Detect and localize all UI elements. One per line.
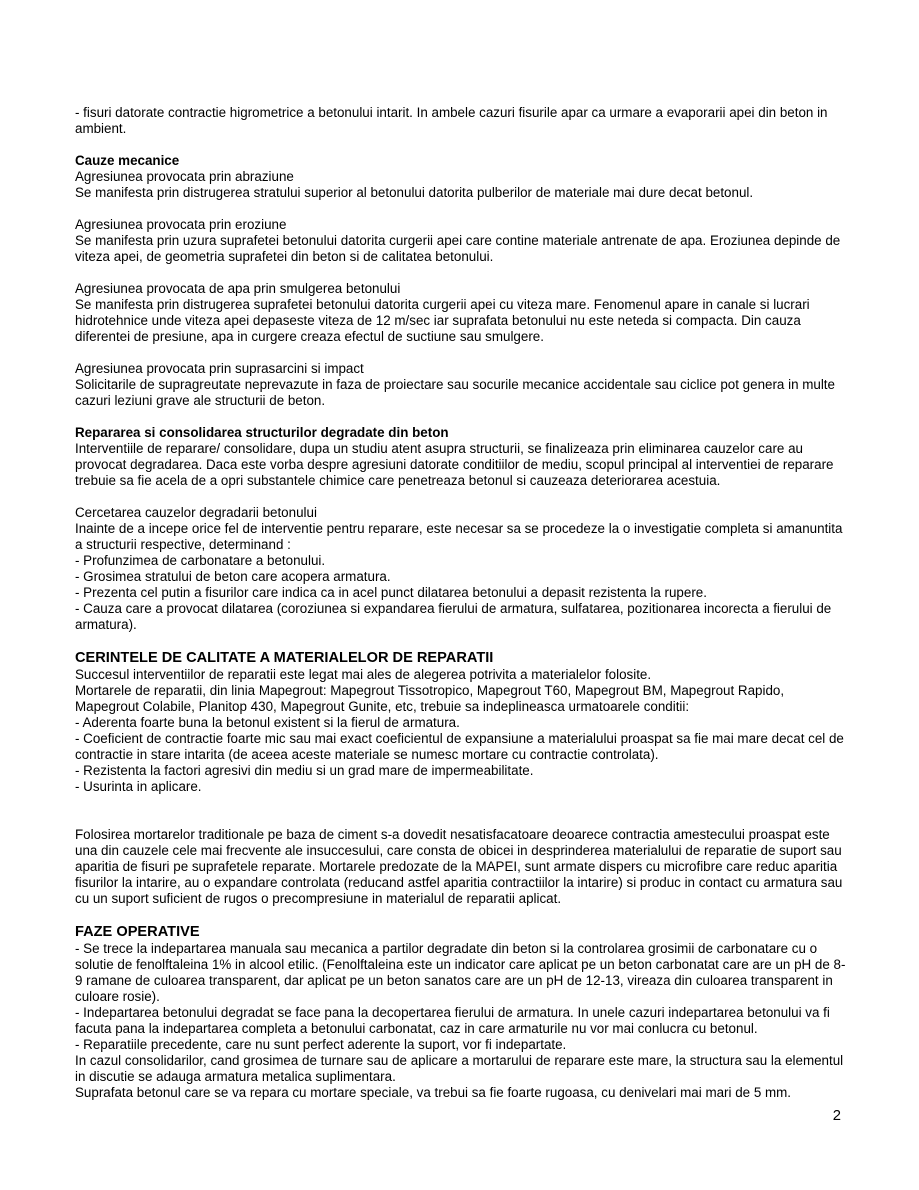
paragraph-suprasarcini: Solicitarile de supragreutate neprevazute in faza de proiectare sau socurile mecanice accidentale sau ciclice pot genera in multe cazuri leziuni grave ale structurii de beton. xyxy=(75,377,835,408)
heading-cauze-mecanice: Cauze mecanice xyxy=(75,153,180,168)
list-item-rezistenta: - Rezistenta la factori agresivi din mediu si un grad mare de impermeabilitate. xyxy=(75,763,534,778)
paragraph-cazul-consolidarilor: In cazul consolidarilor, cand grosimea de turnare sau de aplicare a mortarului de reparare este mare, la structura sau la elementul in discutie se adauga armatura metalica suplimentara. xyxy=(75,1053,844,1084)
paragraph-fisuri-higrometrice: - fisuri datorate contractie higrometrice a betonului intarit. In ambele cazuri fisurile apar ca urmare a evaporarii apei din beton in ambient. xyxy=(75,105,828,136)
line-agresiune-abraziune: Agresiunea provocata prin abraziune xyxy=(75,169,294,184)
paragraph-mortarele-mapegrout: Mortarele de reparatii, din linia Mapegrout: Mapegrout Tissotropico, Mapegrout T60, Mapegrout BM, Mapegrout Rapido, Mapegrout Colabile, Planitop 430, Mapegrout Gunite, etc, trebuie sa indeplineasca urmatoarele conditii: xyxy=(75,683,785,714)
list-item-usurinta: - Usurinta in aplicare. xyxy=(75,779,202,794)
line-agresiune-eroziune: Agresiunea provocata prin eroziune xyxy=(75,217,287,232)
paragraph-smulgere: Se manifesta prin distrugerea suprafetei betonului datorita curgerii apei cu viteza mare. Fenomenul apare in canale si lucrari hidrotehnice unde viteza apei depaseste viteza de 12 m/sec iar suprafata betonului nu este neteda si compacta. Din cauza diferentei de presiune, apa in curgere creaza efectul de suctiune sau smulgere. xyxy=(75,297,810,344)
list-item-indepartarea-betonului: - Indepartarea betonului degradat se face pana la decopertarea fierului de armatura. In unele cazuri indepartarea betonului va fi facuta pana la indepartarea completa a betonului carbonatat, caz in care armaturile nu vor mai conlucra cu betonul. xyxy=(75,1005,830,1036)
paragraph-succesul: Succesul interventiilor de reparatii este legat mai ales de alegerea potrivita a materialelor folosite. xyxy=(75,667,652,682)
paragraph-inainte-investigatie: Inainte de a incepe orice fel de interventie pentru reparare, este necesar sa se procedeze la o investigatie completa si amanuntita a structurii respective, determinand : xyxy=(75,521,843,552)
list-item-aderenta: - Aderenta foarte buna la betonul existent si la fierul de armatura. xyxy=(75,715,460,730)
list-item-grosimea: - Grosimea stratului de beton care acopera armatura. xyxy=(75,569,391,584)
document-content xyxy=(75,105,850,1101)
list-item-reparatiile-precedente: - Reparatiile precedente, care nu sunt perfect aderente la suport, vor fi indepartate. xyxy=(75,1037,567,1052)
page-number: 2 xyxy=(832,1108,841,1124)
list-item-profunzimea: - Profunzimea de carbonatare a betonului. xyxy=(75,553,326,568)
heading-cerintele-calitate: CERINTELE DE CALITATE A MATERIALELOR DE REPARATII xyxy=(75,650,494,666)
heading-faze-operative: FAZE OPERATIVE xyxy=(75,924,200,940)
line-cercetarea-cauzelor: Cercetarea cauzelor degradarii betonului xyxy=(75,505,317,520)
list-item-indepartare-manuala: - Se trece la indepartarea manuala sau mecanica a partilor degradate din beton si la controlarea grosimii de carbonatare cu o solutie de fenolftaleina 1% in alcool etilic. (Fenolftaleina este un indicator care aplicat pe un beton carbonatat care are un pH de 8-9 ramane de culoarea transparent, dar aplicat pe un beton sanatos care are un pH de 12-13, vireaza din culoarea transparent in culoare rosie). xyxy=(75,941,846,1004)
list-item-prezenta-fisurilor: - Prezenta cel putin a fisurilor care indica ca in acel punct dilatarea betonului a depasit rezistenta la rupere. xyxy=(75,585,707,600)
list-item-cauza-dilatarea: - Cauza care a provocat dilatarea (coroziunea si expandarea fierului de armatura, sulfatarea, pozitionarea incorecta a fierului de armatura). xyxy=(75,601,832,632)
paragraph-suprafata-betonului: Suprafata betonul care se va repara cu mortare speciale, va trebui sa fie foarte rugoasa, cu denivelari mai mari de 5 mm. xyxy=(75,1085,792,1100)
line-agresiune-suprasarcini: Agresiunea provocata prin suprasarcini si impact xyxy=(75,361,364,376)
paragraph-folosirea-mortarelor: Folosirea mortarelor traditionale pe baza de ciment s-a dovedit nesatisfacatoare deoarece contractia amestecului proaspat este una din cauzele cele mai frecvente ale insuccesului, care consta de obicei in desprinderea materialului de reparatie de suport sau aparitia de fisuri pe suprafetele reparate. Mortarele predozate de la MAPEI, sunt armate dispers cu microfibre care reduc aparitia fisurilor la intarire, au o expandare controlata (reducand astfel aparitia contractiilor la intarire) si produc in contact cu armatura sau cu un suport suficient de rugos o precompresiune in materialul de reparatii aplicat. xyxy=(75,827,843,906)
heading-repararea-consolidarea: Repararea si consolidarea structurilor degradate din beton xyxy=(75,425,449,440)
paragraph-interventiile: Interventiile de reparare/ consolidare, dupa un studiu atent asupra structurii, se finalizeaza prin eliminarea cauzelor care au provocat degradarea. Daca este vorba despre agresiuni datorate conditiilor de mediu, scopul principal al interventiei de reparare trebuie sa fie acela de a opri substantele chimice care penetreaza betonul si cauzeaza deteriorarea acestuia. xyxy=(75,441,834,488)
paragraph-abraziune: Se manifesta prin distrugerea stratului superior al betonului datorita pulberilor de materiale mai dure decat betonul. xyxy=(75,185,754,200)
line-agresiune-smulgere: Agresiunea provocata de apa prin smulgerea betonului xyxy=(75,281,401,296)
paragraph-eroziune: Se manifesta prin uzura suprafetei betonului datorita curgerii apei care contine materiale antrenate de apa. Eroziunea depinde de viteza apei, de geometria suprafetei din beton si de calitatea betonului. xyxy=(75,233,841,264)
list-item-coeficient-contractie: - Coeficient de contractie foarte mic sau mai exact coeficientul de expansiune a materialului proaspat sa fie mai mare decat cel de contractie in stare intarita (de aceea aceste materiale se numesc mortare cu contractie controlata). xyxy=(75,731,844,762)
